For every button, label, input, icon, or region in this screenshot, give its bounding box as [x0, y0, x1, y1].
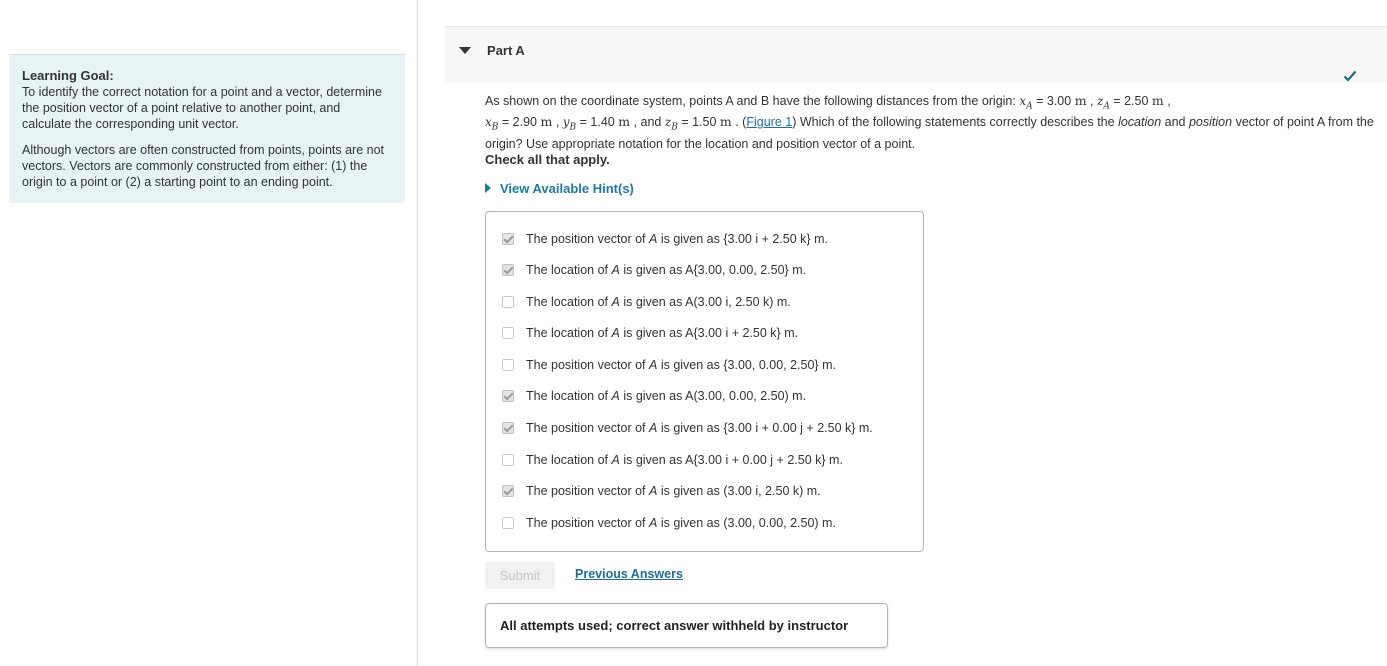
- option-8[interactable]: [502, 450, 843, 470]
- checkbox[interactable]: [502, 359, 514, 371]
- checkbox[interactable]: [502, 485, 514, 497]
- value-xb: 2.90: [512, 115, 537, 130]
- option-label[interactable]: The position vector of A is given as (3.00, 0.00, 2.50) m.: [526, 516, 836, 530]
- option-5[interactable]: [502, 355, 836, 375]
- checkmark-icon: [1343, 69, 1357, 83]
- option-1[interactable]: [502, 229, 828, 249]
- learning-goal-paragraph-2: Although vectors are often constructed from points, points are not vectors. Vectors are commonly constructed from either: (1) the origin to a point or (2) a starting point to an ending point.: [22, 143, 385, 189]
- question-intro: As shown on the coordinate system, points A and B have the following distances from the origin:: [485, 94, 1016, 108]
- learning-goal-title: Learning Goal:: [22, 68, 114, 83]
- caret-down-icon[interactable]: [459, 47, 471, 54]
- attempts-message: All attempts used; correct answer withheld by instructor: [485, 603, 888, 648]
- option-label[interactable]: The location of A is given as A(3.00 i, 2.50 k) m.: [526, 295, 791, 309]
- option-3[interactable]: [502, 292, 791, 312]
- option-label[interactable]: The position vector of A is given as (3.00 i, 2.50 k) m.: [526, 484, 821, 498]
- option-4[interactable]: [502, 323, 798, 343]
- submit-button[interactable]: Submit: [485, 562, 555, 589]
- value-za: 2.50: [1124, 94, 1149, 108]
- part-title[interactable]: Part A: [487, 43, 525, 58]
- option-label[interactable]: The position vector of A is given as {3.00 i + 2.50 k} m.: [526, 232, 828, 246]
- learning-goal-paragraph-1: To identify the correct notation for a point and a vector, determine the position vector of a point relative to another point, and calculate the corresponding unit vector.: [22, 85, 382, 131]
- value-zb: 1.50: [692, 115, 717, 130]
- option-label[interactable]: The location of A is given as A{3.00, 0.00, 2.50} m.: [526, 263, 807, 277]
- option-label[interactable]: The position vector of A is given as {3.00, 0.00, 2.50} m.: [526, 358, 836, 372]
- value-yb: 1.40: [590, 115, 615, 130]
- option-label[interactable]: The location of A is given as A{3.00 i + 2.50 k} m.: [526, 326, 799, 340]
- value-xa: 3.00: [1046, 94, 1072, 108]
- option-6[interactable]: [502, 386, 806, 406]
- checkbox[interactable]: [502, 296, 514, 308]
- caret-right-icon[interactable]: [485, 183, 491, 193]
- option-label[interactable]: The location of A is given as A(3.00, 0.00, 2.50) m.: [526, 389, 807, 403]
- checkbox[interactable]: [502, 454, 514, 466]
- checkbox[interactable]: [502, 264, 514, 276]
- option-label[interactable]: The location of A is given as A{3.00 i + 0.00 j + 2.50 k} m.: [526, 453, 843, 467]
- option-2[interactable]: [502, 260, 806, 280]
- view-hints-toggle[interactable]: [485, 181, 634, 196]
- left-panel: [0, 0, 418, 666]
- view-hints-label[interactable]: View Available Hint(s): [500, 181, 634, 196]
- options-list: [485, 211, 924, 552]
- check-all-instruction: Check all that apply.: [485, 152, 610, 167]
- previous-answers-link[interactable]: Previous Answers: [575, 567, 683, 581]
- option-label[interactable]: The position vector of A is given as {3.00 i + 0.00 j + 2.50 k} m.: [526, 421, 873, 435]
- checkbox[interactable]: [502, 390, 514, 402]
- question-text: As shown on the coordinate system, points A and B have the following distances from the origin: $x_A = 3.00$ m , $z_A = 2.50$ m , $x_B = 2.90$ m , $y_B = 1.40$ m , and $z_B = 1.50$ m . (Figure 1) Which of the following statements correctly describes the location and position vector of point A from the origin? Use appropriate notation for the location and position vector of a point.: [485, 93, 1374, 151]
- checkbox[interactable]: [502, 517, 514, 529]
- option-7[interactable]: [502, 418, 873, 438]
- option-10[interactable]: [502, 513, 836, 533]
- checkbox[interactable]: [502, 422, 514, 434]
- checkbox[interactable]: [502, 327, 514, 339]
- option-9[interactable]: [502, 481, 821, 501]
- learning-goal-box: [9, 54, 405, 203]
- figure-link[interactable]: Figure 1: [746, 115, 793, 130]
- part-a-header[interactable]: [445, 26, 1387, 83]
- learning-goal-text: [22, 68, 393, 132]
- checkbox[interactable]: [502, 233, 514, 245]
